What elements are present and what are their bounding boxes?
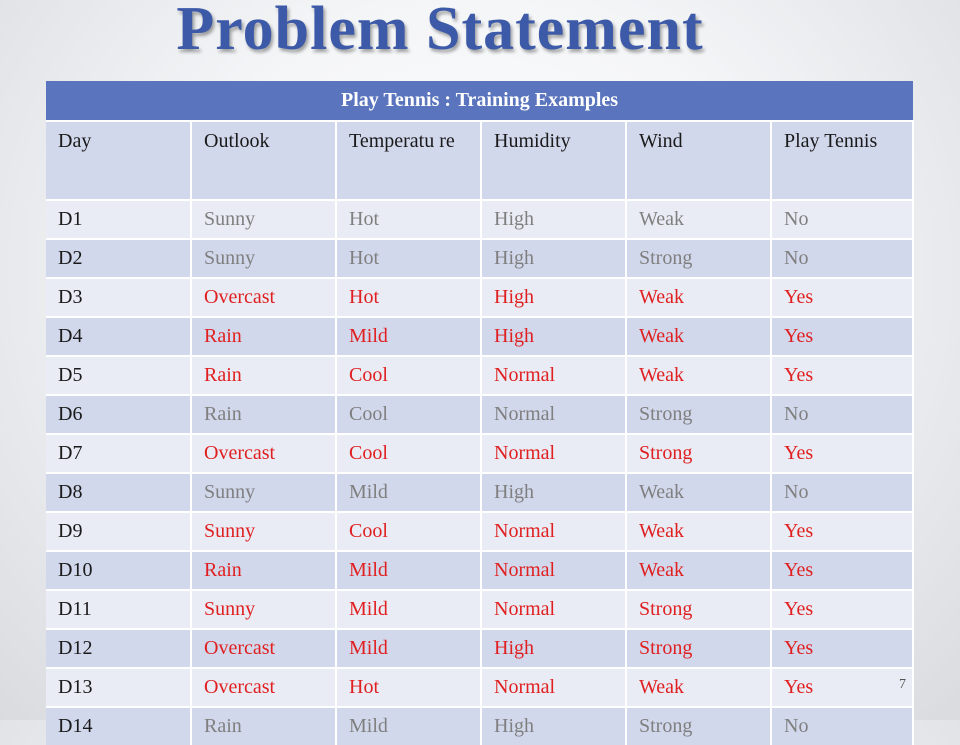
table-cell: D13 bbox=[46, 668, 191, 707]
table-row bbox=[46, 590, 913, 629]
table-cell: Normal bbox=[481, 668, 626, 707]
table-cell: Overcast bbox=[191, 629, 336, 668]
table-cell: Overcast bbox=[191, 434, 336, 473]
table-cell: Yes bbox=[771, 317, 913, 356]
table-cell: D9 bbox=[46, 512, 191, 551]
table-cell: High bbox=[481, 707, 626, 745]
table-cell: Strong bbox=[626, 434, 771, 473]
table-cell: Yes bbox=[771, 278, 913, 317]
table-cell: Rain bbox=[191, 317, 336, 356]
table-row bbox=[46, 512, 913, 551]
table-cell: Normal bbox=[481, 434, 626, 473]
column-header: Play Tennis bbox=[771, 121, 913, 200]
table-cell: Yes bbox=[771, 590, 913, 629]
column-header: Temperatu re bbox=[336, 121, 481, 200]
table-cell: Strong bbox=[626, 629, 771, 668]
table-row bbox=[46, 356, 913, 395]
training-examples-table bbox=[46, 81, 914, 745]
table-row bbox=[46, 278, 913, 317]
table-cell: Cool bbox=[336, 434, 481, 473]
table-row bbox=[46, 707, 913, 745]
table-cell: High bbox=[481, 239, 626, 278]
table-cell: High bbox=[481, 629, 626, 668]
table-cell: Mild bbox=[336, 473, 481, 512]
table-cell: D10 bbox=[46, 551, 191, 590]
table-cell: Hot bbox=[336, 278, 481, 317]
table-cell: Yes bbox=[771, 668, 913, 707]
table-cell: Rain bbox=[191, 707, 336, 745]
table-cell: Yes bbox=[771, 434, 913, 473]
table-cell: D12 bbox=[46, 629, 191, 668]
table-caption: Play Tennis : Training Examples bbox=[46, 81, 913, 121]
table-cell: Weak bbox=[626, 512, 771, 551]
table-cell: D4 bbox=[46, 317, 191, 356]
table-cell: Weak bbox=[626, 551, 771, 590]
table-cell: Mild bbox=[336, 629, 481, 668]
table-cell: Sunny bbox=[191, 473, 336, 512]
table-cell: Yes bbox=[771, 356, 913, 395]
table-cell: Weak bbox=[626, 317, 771, 356]
table-cell: Cool bbox=[336, 512, 481, 551]
table-cell: Weak bbox=[626, 473, 771, 512]
table-row bbox=[46, 395, 913, 434]
table-cell: No bbox=[771, 473, 913, 512]
table-cell: Hot bbox=[336, 200, 481, 239]
table-cell: Rain bbox=[191, 395, 336, 434]
table-cell: Strong bbox=[626, 239, 771, 278]
page-number: 7 bbox=[899, 677, 906, 692]
table-cell: Yes bbox=[771, 551, 913, 590]
table-cell: Strong bbox=[626, 395, 771, 434]
column-header: Wind bbox=[626, 121, 771, 200]
table-cell: Sunny bbox=[191, 239, 336, 278]
table-cell: No bbox=[771, 707, 913, 745]
table-cell: D1 bbox=[46, 200, 191, 239]
table-cell: Rain bbox=[191, 551, 336, 590]
table-cell: Mild bbox=[336, 707, 481, 745]
table-row bbox=[46, 317, 913, 356]
table-row bbox=[46, 473, 913, 512]
table-cell: Yes bbox=[771, 629, 913, 668]
table-cell: D7 bbox=[46, 434, 191, 473]
table-cell: Weak bbox=[626, 278, 771, 317]
table-row bbox=[46, 668, 913, 707]
table-cell: High bbox=[481, 200, 626, 239]
table-cell: Mild bbox=[336, 590, 481, 629]
table-row bbox=[46, 200, 913, 239]
table-row bbox=[46, 239, 913, 278]
table-cell: Mild bbox=[336, 317, 481, 356]
table-cell: Normal bbox=[481, 512, 626, 551]
table-cell: Cool bbox=[336, 356, 481, 395]
table-row bbox=[46, 434, 913, 473]
table-cell: D6 bbox=[46, 395, 191, 434]
table-row bbox=[46, 629, 913, 668]
table-cell: D11 bbox=[46, 590, 191, 629]
column-header: Outlook bbox=[191, 121, 336, 200]
table-cell: Sunny bbox=[191, 512, 336, 551]
column-header: Humidity bbox=[481, 121, 626, 200]
table-cell: Weak bbox=[626, 668, 771, 707]
table-cell: Hot bbox=[336, 668, 481, 707]
table-cell: Overcast bbox=[191, 668, 336, 707]
table-cell: Yes bbox=[771, 512, 913, 551]
table-cell: D8 bbox=[46, 473, 191, 512]
table-cell: Mild bbox=[336, 551, 481, 590]
table-cell: Normal bbox=[481, 590, 626, 629]
table-body bbox=[46, 200, 913, 745]
table-cell: High bbox=[481, 317, 626, 356]
table-cell: Normal bbox=[481, 551, 626, 590]
table-cell: Rain bbox=[191, 356, 336, 395]
table-cell: No bbox=[771, 239, 913, 278]
table-cell: Normal bbox=[481, 356, 626, 395]
table-cell: Hot bbox=[336, 239, 481, 278]
table-cell: Weak bbox=[626, 200, 771, 239]
table-cell: Weak bbox=[626, 356, 771, 395]
table-cell: Sunny bbox=[191, 590, 336, 629]
slide-title: Problem Statement bbox=[176, 0, 704, 63]
table-cell: D5 bbox=[46, 356, 191, 395]
table-cell: D3 bbox=[46, 278, 191, 317]
table-cell: D14 bbox=[46, 707, 191, 745]
table-cell: Sunny bbox=[191, 200, 336, 239]
table-cell: Strong bbox=[626, 590, 771, 629]
table-cell: Strong bbox=[626, 707, 771, 745]
table-cell: High bbox=[481, 278, 626, 317]
table-cell: Cool bbox=[336, 395, 481, 434]
table-cell: High bbox=[481, 473, 626, 512]
column-header: Day bbox=[46, 121, 191, 200]
table-cell: No bbox=[771, 200, 913, 239]
table-cell: Normal bbox=[481, 395, 626, 434]
table-cell: Overcast bbox=[191, 278, 336, 317]
table-cell: D2 bbox=[46, 239, 191, 278]
table-cell: No bbox=[771, 395, 913, 434]
table-row bbox=[46, 551, 913, 590]
table-header-row bbox=[46, 121, 913, 200]
